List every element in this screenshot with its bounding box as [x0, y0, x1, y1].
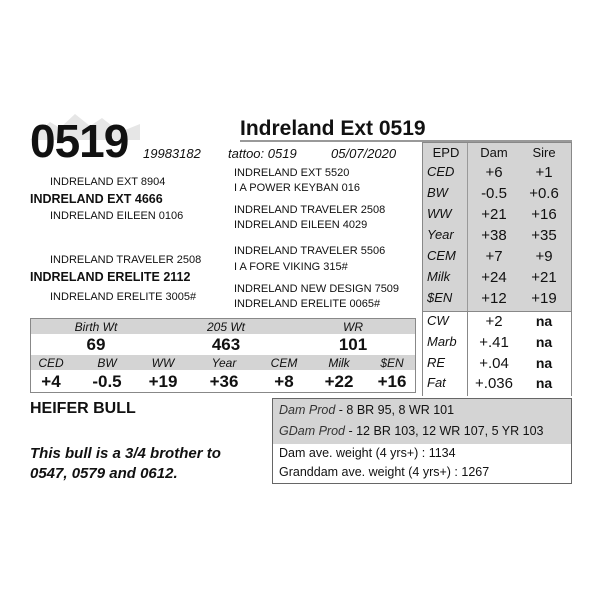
calf-epd-header — [31, 355, 415, 370]
epd-row-dam: +7 — [485, 248, 503, 265]
calf-epd-header-en: $EN — [380, 356, 404, 370]
pedigree-sire: INDRELAND EXT 4666 — [30, 192, 163, 206]
calf-epd-header-cem: CEM — [270, 356, 298, 370]
epd-row-dam: -0.5 — [481, 185, 507, 202]
calf-epd-value-en: +16 — [377, 372, 407, 391]
pedigree-ds-dam: I A FORE VIKING 315# — [234, 261, 348, 273]
dam-prod-row — [279, 403, 454, 417]
perf-header-205-wt: 205 Wt — [206, 320, 245, 334]
epd-row-sire: +1 — [535, 164, 553, 181]
epd-row-sire: +16 — [531, 206, 557, 223]
dam-prod-label: Dam Prod — [279, 403, 336, 417]
epd-row-label: RE — [427, 355, 446, 370]
epd-row-sire: +9 — [535, 248, 553, 265]
epd-row — [423, 248, 571, 269]
production-box — [272, 398, 572, 484]
epd-header-dam: Dam — [480, 145, 508, 160]
epd-row-label: Fat — [427, 375, 446, 390]
epd-table — [422, 142, 572, 396]
epd-row — [423, 355, 571, 376]
dam-weight: Dam ave. weight (4 yrs+) : 1134 — [279, 446, 456, 460]
epd-row-dam: +24 — [481, 269, 507, 286]
gdam-prod-value: - 12 BR 103, 12 WR 107, 5 YR 103 — [345, 424, 544, 438]
epd-row — [423, 227, 571, 248]
epd-row-label: CED — [427, 164, 455, 179]
lot-note: This bull is a 3/4 brother to 0547, 0579 and 0612. — [30, 445, 221, 482]
epd-row — [423, 290, 571, 311]
epd-row-sire: na — [535, 334, 553, 350]
pedigree-sd-sire: INDRELAND TRAVELER 2508 — [234, 204, 386, 216]
pedigree-dam-dam: INDRELAND ERELITE 3005# — [50, 291, 197, 303]
pedigree-dd-sire: INDRELAND NEW DESIGN 7509 — [234, 283, 400, 295]
calf-epd-header-ww: WW — [151, 356, 175, 370]
calf-epd-header-year: Year — [211, 356, 237, 370]
perf-header-birth-wt: Birth Wt — [74, 320, 118, 334]
calf-epd-value-year: +36 — [209, 372, 239, 391]
calf-epd-header-ced: CED — [38, 356, 64, 370]
performance-values — [31, 334, 415, 355]
pedigree-dam: INDRELAND ERELITE 2112 — [30, 270, 191, 284]
epd-row — [423, 269, 571, 290]
calf-epd-value-ced: +4 — [41, 372, 61, 391]
granddam-weight: Granddam ave. weight (4 yrs+) : 1267 — [279, 465, 490, 479]
epd-row — [423, 313, 571, 334]
calf-epd-value-ww: +19 — [148, 372, 178, 391]
epd-row-label: Milk — [427, 269, 451, 284]
epd-row-dam: +21 — [481, 206, 507, 223]
epd-row-dam: +.036 — [475, 375, 513, 392]
calf-epd-value-cem: +8 — [274, 372, 294, 391]
epd-row-dam: +.41 — [479, 334, 509, 351]
dam-prod-value: - 8 BR 95, 8 WR 101 — [335, 403, 455, 417]
epd-row — [423, 185, 571, 206]
epd-row-label: Marb — [427, 334, 457, 349]
performance-header — [31, 319, 415, 334]
sex-label: HEIFER BULL — [30, 400, 136, 417]
calf-epd-value-milk: +22 — [324, 372, 354, 391]
epd-row-dam: +12 — [481, 290, 507, 307]
epd-header-label: EPD — [432, 145, 460, 160]
pedigree-dd-dam: INDRELAND ERELITE 0065# — [234, 298, 381, 310]
epd-row-dam: +2 — [485, 313, 503, 330]
gdam-prod-row — [279, 424, 544, 438]
epd-row-dam: +.04 — [479, 355, 509, 372]
epd-row-dam: +38 — [481, 227, 507, 244]
pedigree-sire-sire: INDRELAND EXT 8904 — [50, 176, 166, 188]
calf-epd-values — [31, 370, 415, 392]
birth-date: 05/07/2020 — [331, 146, 397, 161]
epd-row-label: WW — [427, 206, 452, 221]
perf-value-205-wt: 463 — [211, 335, 241, 354]
performance-grid — [30, 318, 416, 393]
epd-row — [423, 164, 571, 185]
epd-row — [423, 334, 571, 355]
epd-row-label: CEM — [427, 248, 456, 263]
epd-row-sire: +0.6 — [529, 185, 559, 202]
pedigree-ss-sire: INDRELAND EXT 5520 — [234, 167, 350, 179]
epd-row-dam: +6 — [485, 164, 503, 181]
epd-row-sire: na — [535, 375, 553, 391]
perf-value-wr: 101 — [338, 335, 368, 354]
epd-row-label: CW — [427, 313, 449, 328]
pedigree-dam-sire: INDRELAND TRAVELER 2508 — [50, 254, 202, 266]
epd-header-sire: Sire — [532, 145, 556, 160]
epd-row — [423, 206, 571, 227]
epd-row — [423, 375, 571, 396]
perf-value-birth-wt: 69 — [86, 335, 106, 354]
epd-row-sire: +21 — [531, 269, 557, 286]
calf-epd-header-milk: Milk — [328, 356, 350, 370]
epd-row-sire: +19 — [531, 290, 557, 307]
pedigree-sd-dam: INDRELAND EILEEN 4029 — [234, 219, 368, 231]
pedigree-ds-sire: INDRELAND TRAVELER 5506 — [234, 245, 386, 257]
registration-number: 19983182 — [143, 146, 201, 161]
tattoo: tattoo: 0519 — [228, 146, 297, 161]
epd-row-sire: na — [535, 313, 553, 329]
epd-row-label: Year — [427, 227, 454, 242]
animal-name: Indreland Ext 0519 — [240, 117, 426, 140]
epd-row-label: $EN — [427, 290, 453, 305]
perf-header-wr: WR — [343, 320, 363, 334]
epd-row-sire: na — [535, 355, 553, 371]
calf-epd-value-bw: -0.5 — [92, 372, 122, 391]
lot-number: 0519 — [30, 115, 129, 167]
epd-header — [423, 145, 571, 163]
calf-epd-header-bw: BW — [97, 356, 117, 370]
pedigree-ss-dam: I A POWER KEYBAN 016 — [234, 182, 360, 194]
epd-row-sire: +35 — [531, 227, 557, 244]
gdam-prod-label: GDam Prod — [279, 424, 345, 438]
pedigree-sire-dam: INDRELAND EILEEN 0106 — [50, 210, 184, 222]
epd-row-label: BW — [427, 185, 448, 200]
